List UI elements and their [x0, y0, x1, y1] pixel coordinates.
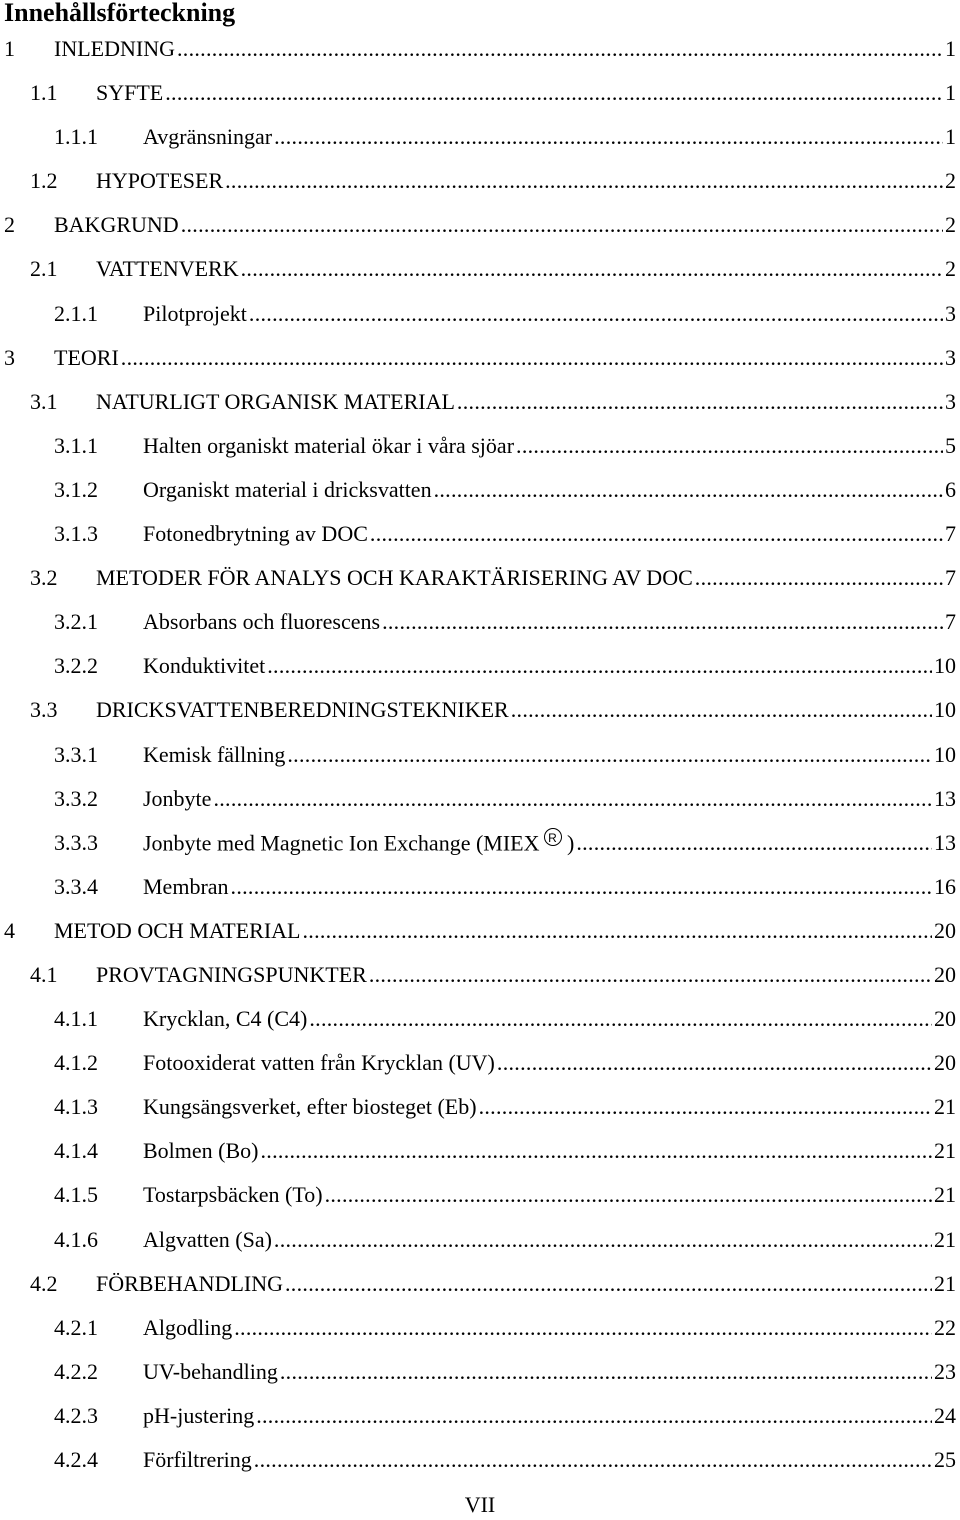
toc-entry-title: Avgränsningar: [143, 124, 273, 150]
toc-entry-title: Tostarpsbäcken (To): [143, 1182, 323, 1208]
toc-entry[interactable]: [0, 1180, 960, 1224]
toc-entry-number: 3.3.2: [54, 785, 98, 811]
toc-entry[interactable]: [0, 563, 960, 607]
toc-entry-page: 3: [945, 388, 956, 414]
toc-entry[interactable]: [0, 916, 960, 960]
toc-entry-title: Algvatten (Sa): [143, 1226, 272, 1252]
toc-entry[interactable]: [0, 1269, 960, 1313]
toc-entry[interactable]: [0, 607, 960, 651]
dot-leader: [249, 299, 943, 329]
toc-entry-page: 21: [934, 1270, 956, 1296]
toc-entry-page: 2: [945, 212, 956, 238]
toc-entry[interactable]: [0, 343, 960, 387]
toc-entry[interactable]: [0, 519, 960, 563]
toc-entry-page: 1: [945, 36, 956, 61]
toc-entry-title: Krycklan, C4 (C4): [143, 1006, 308, 1032]
toc-entry[interactable]: [0, 299, 960, 343]
toc-entry-page: 5: [945, 432, 956, 458]
toc-entry-title: METODER FÖR ANALYS OCH KARAKTÄRISERING AV DOC: [96, 565, 693, 591]
toc-entry-title: VATTENVERK: [96, 256, 239, 282]
toc-entry[interactable]: [0, 166, 960, 210]
dot-leader: [241, 254, 943, 284]
toc-entry-number: 4.2: [30, 1270, 58, 1296]
dot-leader: [274, 122, 943, 152]
toc-entry-title: Absorbans och fluorescens: [143, 609, 381, 635]
registered-trademark-icon: R: [544, 828, 562, 846]
toc-entry-number: 3.2.2: [54, 653, 98, 679]
toc-entry[interactable]: [0, 78, 960, 122]
toc-entry-page: 7: [945, 565, 956, 591]
toc-entry[interactable]: [0, 254, 960, 298]
dot-leader: [254, 1445, 932, 1475]
toc-entry[interactable]: [0, 1048, 960, 1092]
dot-leader: [287, 740, 932, 770]
toc-entry-number: 3.1.1: [54, 432, 98, 458]
toc-entry-page: 7: [945, 609, 956, 635]
toc-entry-number: 4: [4, 917, 15, 943]
toc-entry-page: 22: [934, 1314, 956, 1340]
toc-entry-title: Jonbyte med Magnetic Ion Exchange (MIEX: [143, 830, 540, 856]
toc-entry-number: 4.2.4: [54, 1447, 98, 1472]
toc-entry-title: INLEDNING: [54, 36, 175, 61]
toc-entry-title: Organiskt material i dricksvatten: [143, 476, 432, 502]
toc-entry-page: 2: [945, 256, 956, 282]
toc-entry-number: 4.1.3: [54, 1094, 98, 1120]
toc-entry[interactable]: [0, 475, 960, 519]
toc-entry[interactable]: [0, 1092, 960, 1136]
toc-entry-page: 21: [934, 1226, 956, 1252]
toc-entry[interactable]: [0, 828, 960, 872]
toc-entry-page: 1: [945, 80, 956, 106]
toc-entry-title: UV-behandling: [143, 1358, 278, 1384]
toc-entry-title: Fotonedbrytning av DOC: [143, 521, 368, 547]
toc-entry-title-suffix: ): [561, 830, 575, 856]
toc-entry-page: 20: [934, 1050, 956, 1076]
toc-entry-page: 3: [945, 300, 956, 326]
toc-entry-title: Kemisk fällning: [143, 741, 286, 767]
dot-leader: [516, 431, 943, 461]
dot-leader: [479, 1092, 932, 1122]
dot-leader: [369, 960, 932, 990]
dot-leader: [370, 519, 943, 549]
toc-entry-page: 2: [945, 168, 956, 194]
toc-entry-page: 13: [934, 830, 956, 856]
toc-entry-title: Halten organiskt material ökar i våra sjöar: [143, 432, 515, 458]
toc-entry-title: FÖRBEHANDLING: [96, 1270, 283, 1296]
toc-entry-title: Membran: [143, 873, 229, 899]
toc-entry[interactable]: [0, 1357, 960, 1401]
toc-entry[interactable]: [0, 1136, 960, 1180]
toc-entry-title: HYPOTESER: [96, 168, 224, 194]
toc-entry-page: 13: [934, 785, 956, 811]
toc-entry-page: 10: [934, 741, 956, 767]
toc-list: [0, 34, 960, 1489]
toc-entry-page: 21: [934, 1094, 956, 1120]
dot-leader: [177, 34, 943, 64]
toc-entry-title: NATURLIGT ORGANISK MATERIAL: [96, 388, 455, 414]
toc-entry[interactable]: [0, 387, 960, 431]
toc-entry-number: 3.3.3: [54, 829, 98, 855]
toc-entry-title: Förfiltrering: [143, 1447, 252, 1472]
toc-entry-title: DRICKSVATTENBEREDNINGSTEKNIKER: [96, 697, 509, 723]
toc-entry-title: SYFTE: [96, 80, 164, 106]
dot-leader: [267, 651, 932, 681]
toc-entry-page: 21: [934, 1138, 956, 1164]
dot-leader: [231, 872, 932, 902]
toc-entry-page: 23: [934, 1358, 956, 1384]
toc-entry-number: 3.1.2: [54, 476, 98, 502]
toc-entry-number: 4.1.2: [54, 1050, 98, 1076]
toc-entry-page: 7: [945, 521, 956, 547]
dot-leader: [280, 1357, 932, 1387]
dot-leader: [576, 828, 932, 858]
toc-entry-number: 3.2: [30, 565, 58, 591]
dot-leader: [497, 1048, 932, 1078]
toc-entry-title: Konduktivitet: [143, 653, 266, 679]
toc-entry-number: 4.1.4: [54, 1138, 98, 1164]
dot-leader: [434, 475, 943, 505]
toc-entry-number: 3.2.1: [54, 609, 98, 635]
toc-entry-number: 3.3: [30, 697, 58, 723]
toc-entry[interactable]: [0, 122, 960, 166]
toc-entry[interactable]: [0, 740, 960, 784]
toc-entry-page: 16: [934, 873, 956, 899]
toc-entry-number: 4.1.6: [54, 1226, 98, 1252]
page-title: Innehållsförteckning: [4, 0, 236, 27]
toc-entry-number: 4.2.3: [54, 1402, 98, 1428]
dot-leader: [309, 1004, 932, 1034]
toc-entry-page: 3: [945, 344, 956, 370]
toc-entry-number: 1.1: [30, 80, 58, 106]
toc-entry[interactable]: [0, 784, 960, 828]
toc-entry-page: 20: [934, 917, 956, 943]
toc-entry-title: METOD OCH MATERIAL: [54, 917, 301, 943]
dot-leader: [274, 1225, 932, 1255]
toc-entry-number: 3.3.4: [54, 873, 98, 899]
page-number: VII: [464, 1492, 496, 1517]
toc-entry-number: 2.1: [30, 256, 58, 282]
toc-entry[interactable]: [0, 34, 960, 78]
dot-leader: [121, 343, 943, 373]
toc-entry-page: 21: [934, 1182, 956, 1208]
toc-entry[interactable]: [0, 1401, 960, 1445]
dot-leader: [261, 1136, 933, 1166]
toc-entry-number: 4.1.5: [54, 1182, 98, 1208]
toc-entry-number: 4.1: [30, 961, 58, 987]
toc-entry-page: 10: [934, 697, 956, 723]
toc-entry-page: 10: [934, 653, 956, 679]
toc-entry-title: Bolmen (Bo): [143, 1138, 259, 1164]
toc-entry[interactable]: [0, 1313, 960, 1357]
toc-entry[interactable]: [0, 210, 960, 254]
toc-entry-number: 3.1.3: [54, 521, 98, 547]
dot-leader: [511, 695, 932, 725]
toc-entry[interactable]: [0, 960, 960, 1004]
toc-entry-title: TEORI: [54, 344, 119, 370]
toc-entry-title: Fotooxiderat vatten från Krycklan (UV): [143, 1050, 495, 1076]
toc-entry-number: 1: [4, 36, 15, 61]
dot-leader: [382, 607, 943, 637]
toc-entry[interactable]: [0, 431, 960, 475]
dot-leader: [285, 1269, 932, 1299]
dot-leader: [234, 1313, 932, 1343]
dot-leader: [213, 784, 932, 814]
toc-entry[interactable]: [0, 695, 960, 739]
toc-entry[interactable]: [0, 1225, 960, 1269]
dot-leader: [302, 916, 932, 946]
toc-entry-page: 20: [934, 961, 956, 987]
toc-entry[interactable]: [0, 651, 960, 695]
toc-entry-number: 4.2.1: [54, 1314, 98, 1340]
dot-leader: [225, 166, 943, 196]
dot-leader: [181, 210, 943, 240]
toc-entry[interactable]: [0, 872, 960, 916]
toc-entry-number: 4.1.1: [54, 1006, 98, 1032]
toc-entry-title: Algodling: [143, 1314, 233, 1340]
toc-entry-title: Kungsängsverket, efter biosteget (Eb): [143, 1094, 477, 1120]
dot-leader: [165, 78, 943, 108]
toc-entry-page: 24: [934, 1402, 956, 1428]
toc-entry-title: BAKGRUND: [54, 212, 179, 238]
toc-entry-number: 1.2: [30, 168, 58, 194]
toc-entry-page: 1: [945, 124, 956, 150]
toc-entry-number: 3.1: [30, 388, 58, 414]
toc-entry-page: 6: [945, 476, 956, 502]
toc-entry-title: Pilotprojekt: [143, 300, 247, 326]
toc-entry-number: 2.1.1: [54, 300, 98, 326]
toc-entry-title: Jonbyte: [143, 785, 212, 811]
toc-entry-page: 20: [934, 1006, 956, 1032]
toc-entry-title: PROVTAGNINGSPUNKTER: [96, 961, 367, 987]
toc-entry[interactable]: [0, 1004, 960, 1048]
toc-entry-number: 2: [4, 212, 15, 238]
toc-entry-number: 3.3.1: [54, 741, 98, 767]
toc-entry-number: 4.2.2: [54, 1358, 98, 1384]
dot-leader: [457, 387, 943, 417]
toc-entry-page: 25: [934, 1447, 956, 1472]
toc-entry-title: pH-justering: [143, 1402, 255, 1428]
toc-entry[interactable]: [0, 1445, 960, 1489]
dot-leader: [256, 1401, 932, 1431]
dot-leader: [695, 563, 943, 593]
toc-entry-number: 1.1.1: [54, 124, 98, 150]
dot-leader: [325, 1180, 932, 1210]
toc-entry-number: 3: [4, 344, 15, 370]
